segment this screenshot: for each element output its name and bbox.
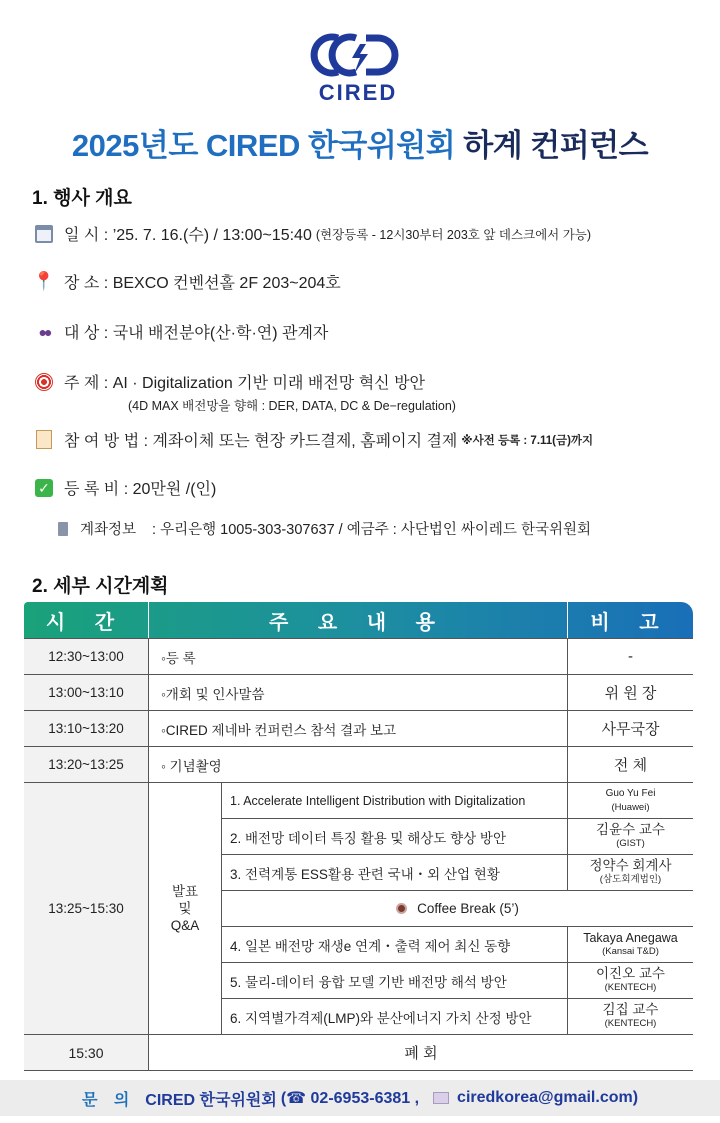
speaker-org: (KENTECH) (604, 981, 657, 993)
title-part1: 2025년도 CIRED 한국위원회 (71, 128, 456, 163)
row-note: 사무국장 (601, 721, 660, 738)
block-category (149, 783, 222, 1034)
presentation-title: 5. 물리-데이터 융합 모델 기반 배전망 해석 방안 (222, 963, 568, 998)
row-note: - (628, 648, 633, 665)
info-fee-label: 등 록 비 : 20만원 /(인) (64, 481, 217, 498)
speaker-name: Takaya Anegawa (583, 930, 678, 945)
speaker-org: (Huawei) (611, 801, 650, 813)
contact-footer (0, 1080, 720, 1116)
coffee-break-text: Coffee Break (5’) (417, 901, 519, 916)
category-line: 발표 (171, 884, 199, 899)
block-time: 13:25~15:30 (24, 783, 149, 1034)
speaker-org: (삼도회계법인) (599, 873, 662, 885)
info-row-fee (34, 476, 216, 499)
presentation-item (222, 819, 693, 855)
info-row-topic (34, 370, 425, 393)
table-row (24, 674, 693, 710)
account-label: 계좌정보 (80, 522, 137, 538)
presentation-title: 4. 일본 배전망 재생e 연계・출력 제어 최신 동향 (222, 927, 568, 962)
row-note: 전 체 (613, 757, 648, 774)
contact-phone[interactable]: (☎ 02-6953-6381 , (280, 1090, 420, 1107)
closing-time: 15:30 (24, 1035, 149, 1070)
account-value: : 우리은행 1005-303-307637 / 예금주 : 사단법인 싸이레드 한국위원회 (152, 522, 591, 538)
info-row-date (34, 222, 591, 245)
title-part2: 하계 컨퍼런스 (463, 128, 649, 163)
page-title (0, 120, 720, 165)
target-icon (35, 373, 53, 391)
coffee-icon (396, 903, 407, 914)
info-method-label: 참 여 방 법 : 계좌이체 또는 현장 카드결제, 홈페이지 결제 (64, 433, 458, 450)
table-row (24, 746, 693, 782)
row-time: 13:10~13:20 (24, 711, 149, 746)
presentation-title: 1. Accelerate Intelligent Distribution with Digitalization (222, 783, 568, 818)
presentation-item (222, 855, 693, 891)
speaker-name: 김윤수 교수 (596, 821, 665, 837)
info-topic-sub: (4D MAX 배전망을 향해 : DER, DATA, DC & De−regulation) (128, 399, 456, 413)
contact-email[interactable]: ciredkorea@gmail.com) (457, 1089, 639, 1106)
closing-row (24, 1034, 693, 1070)
speaker-name: Guo Yu Fei (605, 787, 656, 799)
info-target-label: 대 상 : 국내 배전분야(산·학·연) 관계자 (64, 325, 329, 342)
table-row (24, 638, 693, 674)
row-content: ◦등 록 (149, 639, 568, 674)
presentation-item (222, 999, 693, 1035)
account-info (58, 518, 591, 539)
section1-title: 1. 행사 개요 (32, 188, 132, 209)
presentation-list (222, 783, 693, 1034)
presentation-title: 6. 지역별가격제(LMP)와 분산에너지 가치 산정 방안 (222, 999, 568, 1035)
schedule-table (24, 602, 693, 1071)
row-time: 13:20~13:25 (24, 747, 149, 782)
speaker-org: (GIST) (616, 837, 645, 849)
coffee-break-row (222, 891, 693, 927)
row-content: ◦CIRED 제네바 컨퍼런스 참석 결과 보고 (149, 711, 568, 746)
section2-title: 2. 세부 시간계획 (32, 576, 169, 597)
cired-logo-mark (308, 30, 408, 80)
pin-icon: 📍 (32, 271, 56, 291)
category-line: Q&A (170, 918, 200, 933)
mail-icon (433, 1092, 449, 1104)
people-icon: ●● (38, 323, 50, 340)
info-date-note: (현장등록 - 12시30부터 203호 앞 데스크에서 가능) (315, 227, 592, 242)
presentation-item (222, 927, 693, 963)
header-note: 비 고 (590, 611, 671, 634)
speaker-org: (KENTECH) (604, 1018, 657, 1029)
presentation-block (24, 782, 693, 1034)
header-content: 주 요 내 용 (149, 602, 568, 638)
contact-label: 문 의 (81, 1091, 136, 1109)
info-row-target (34, 320, 328, 343)
header-time: 시 간 (24, 602, 149, 638)
info-row-method (34, 428, 593, 451)
memo-icon (36, 430, 52, 449)
row-content: ◦ 기념촬영 (149, 747, 568, 782)
speaker-name: 정약수 회계사 (589, 857, 672, 873)
info-date-label: 일 시 : ’25. 7. 16.(수) / 13:00~15:40 (64, 227, 312, 244)
presentation-title: 3. 전력계통 ESS활용 관련 국내・외 산업 현황 (222, 855, 568, 890)
calendar-icon (35, 225, 53, 243)
category-line: 및 (178, 901, 192, 916)
table-row (24, 710, 693, 746)
row-time: 12:30~13:00 (24, 639, 149, 674)
info-place-label: 장 소 : BEXCO 컨벤션홀 2F 203~204호 (64, 275, 341, 292)
row-note: 위 원 장 (604, 685, 657, 702)
table-body (24, 638, 693, 1071)
logo-text: CIRED (318, 80, 398, 105)
book-icon (58, 522, 68, 536)
presentation-title: 2. 배전망 데이터 특징 활용 및 해상도 향상 방안 (222, 819, 568, 854)
info-topic-label: 주 제 : AI · Digitalization 기반 미래 배전망 혁신 방안 (64, 375, 425, 392)
row-content: ◦개회 및 인사말씀 (149, 675, 568, 710)
presentation-item (222, 963, 693, 999)
speaker-name: 김집 교수 (602, 1002, 659, 1017)
row-time: 13:00~13:10 (24, 675, 149, 710)
info-method-note: ※사전 등록 : 7.11(금)까지 (461, 434, 594, 447)
contact-org: CIRED 한국위원회 (145, 1091, 277, 1109)
info-row-place (34, 270, 341, 293)
cired-logo (308, 30, 408, 104)
speaker-org: (Kansai T&D) (602, 945, 659, 957)
table-header (24, 602, 693, 638)
speaker-name: 이진오 교수 (596, 965, 665, 981)
check-icon: ✓ (35, 479, 53, 497)
presentation-item (222, 783, 693, 819)
closing-content: 폐 회 (404, 1045, 438, 1062)
